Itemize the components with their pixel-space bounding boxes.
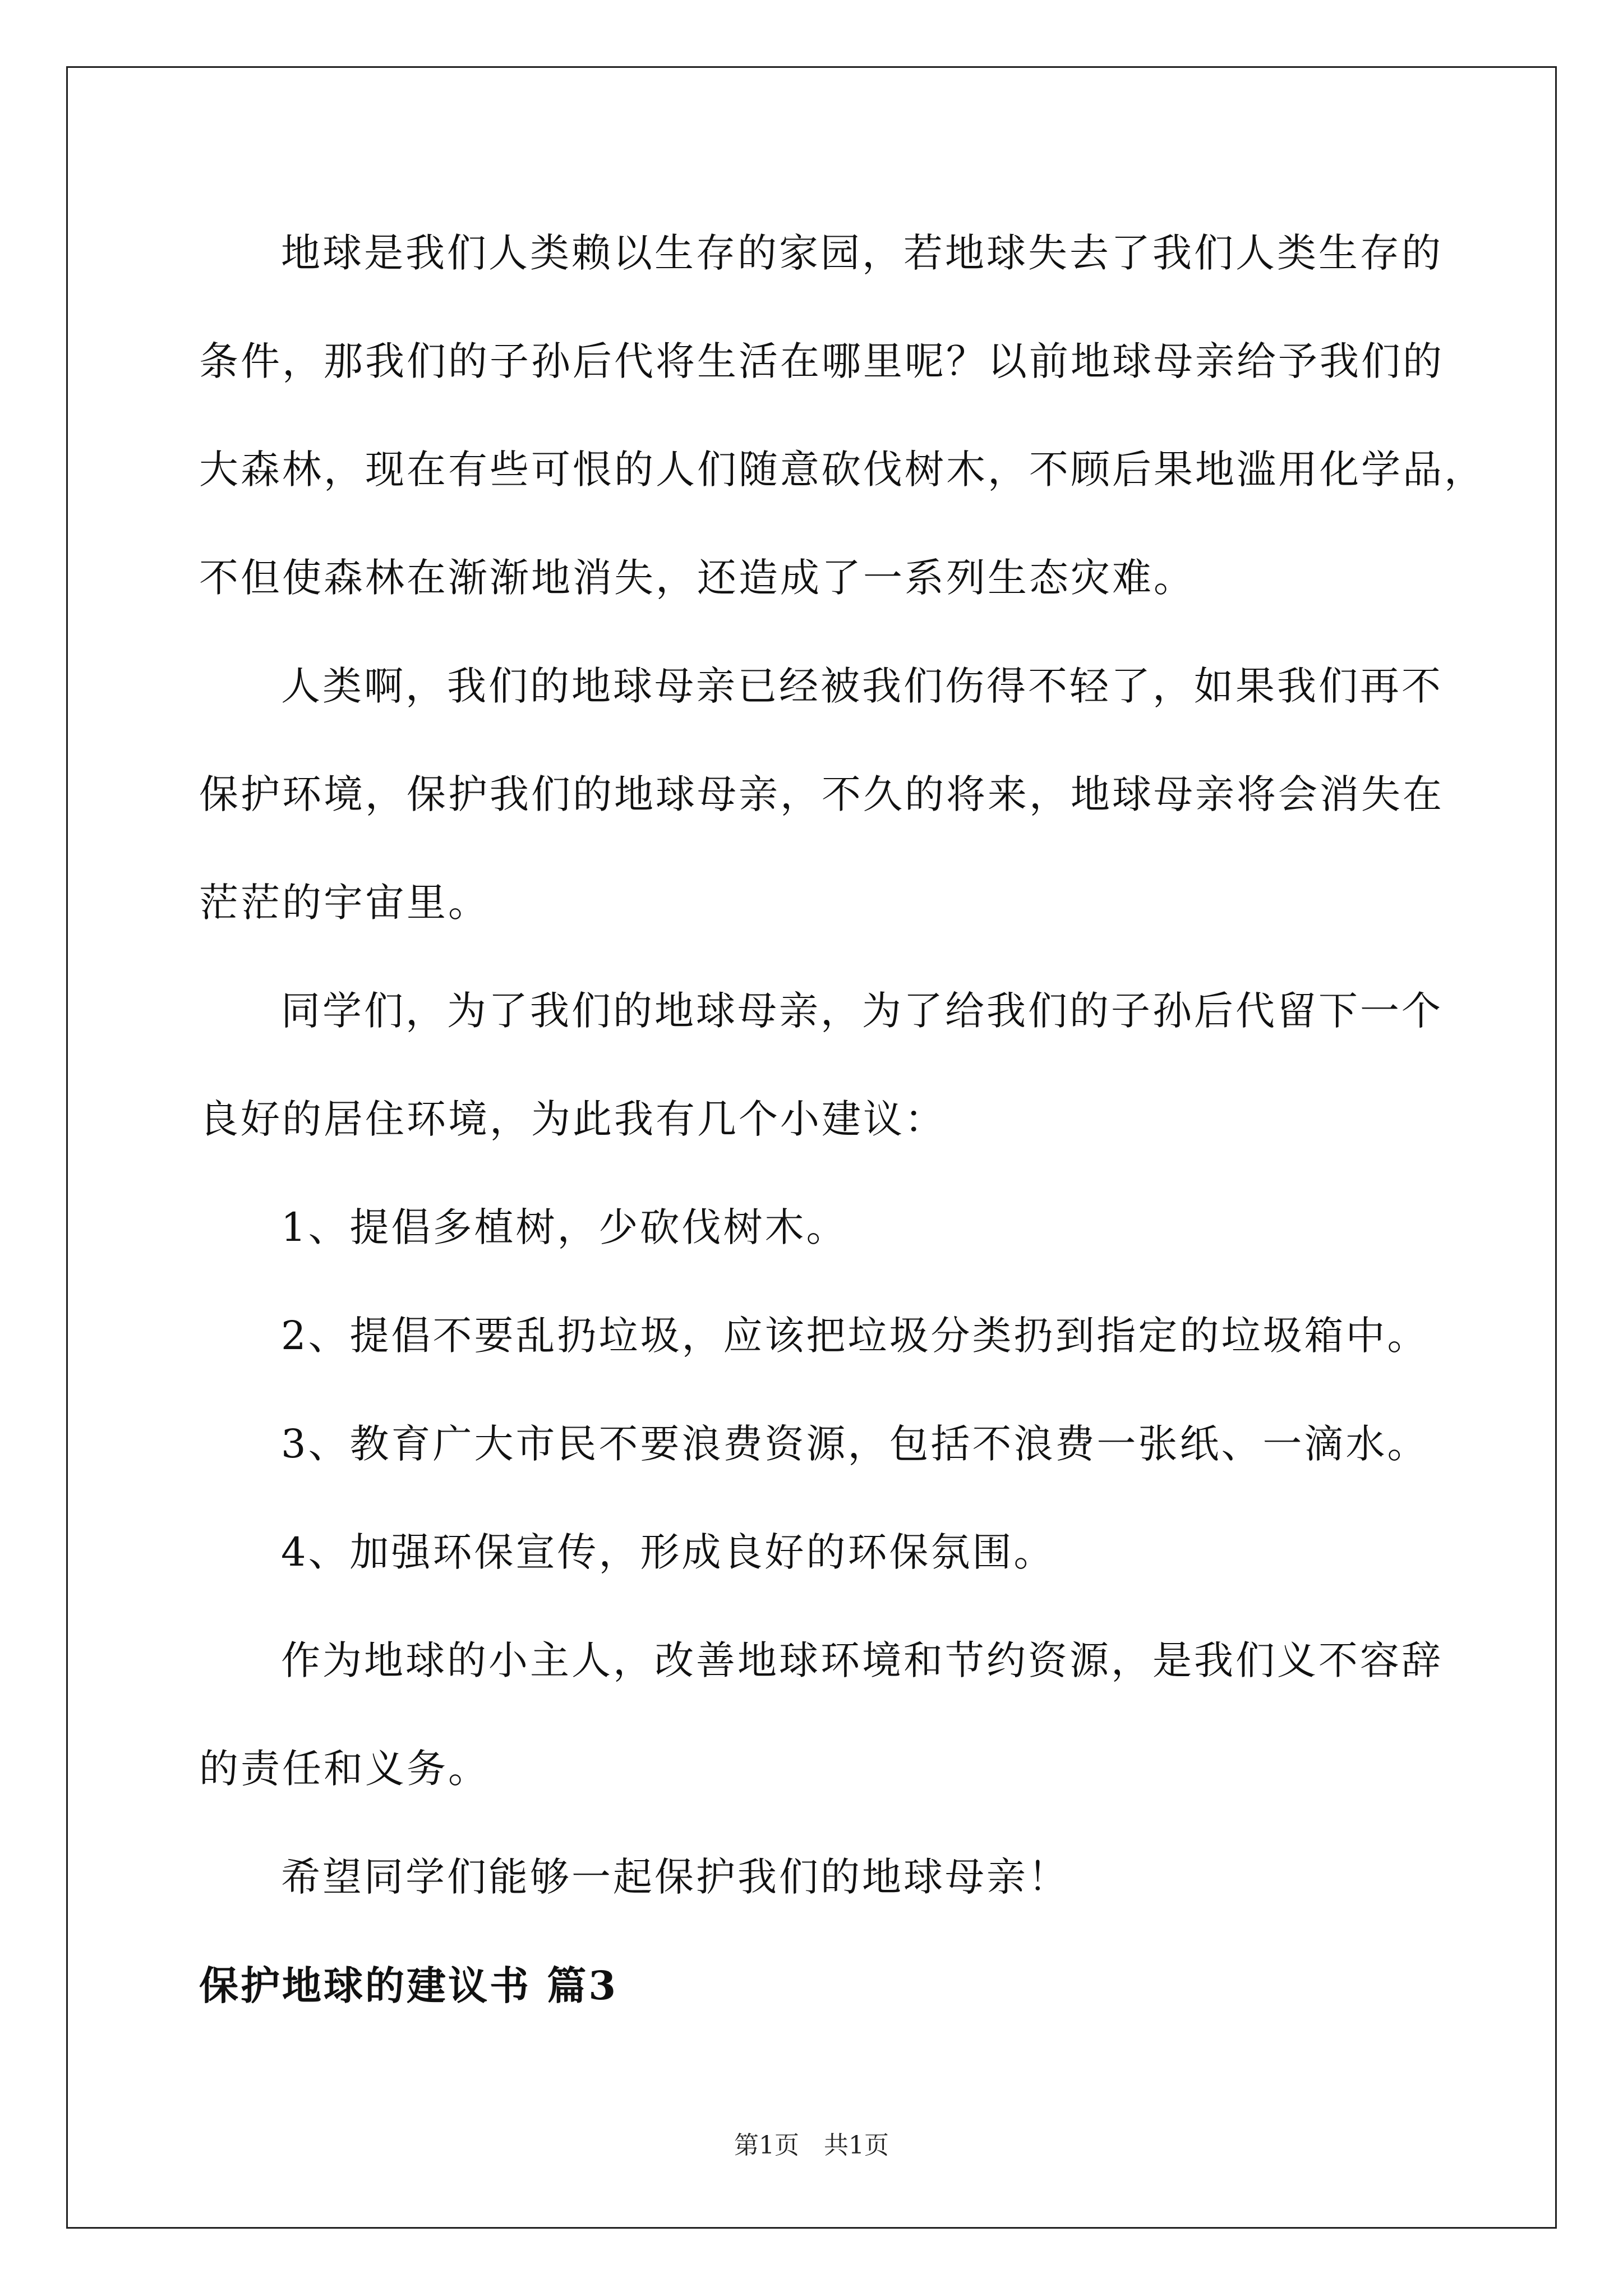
paragraph-classmates <box>199 957 1455 1174</box>
text-line: 同学们，为了我们的地球母亲，为了给我们的子孙后代留下一个 <box>281 988 1443 1034</box>
text-line: 大森林，现在有些可恨的人们随意砍伐树木，不顾后果地滥用化学品， <box>199 447 1486 493</box>
text-line: 条件，那我们的子孙后代将生活在哪里呢？以前地球母亲给予我们的 <box>199 338 1444 384</box>
text-line: 2、提倡不要乱扔垃圾，应该把垃圾分类扔到指定的垃圾箱中。 <box>281 1313 1429 1359</box>
text-line: 良好的居住环境，为此我有几个小建议： <box>199 1096 946 1142</box>
suggestion-item-3 <box>199 1390 1455 1498</box>
suggestion-item-2 <box>199 1282 1455 1390</box>
text-line: 3、教育广大市民不要浪费资源，包括不浪费一张纸、一滴水。 <box>281 1421 1429 1467</box>
suggestion-item-1 <box>199 1174 1455 1282</box>
text-line: 人类啊，我们的地球母亲已经被我们伤得不轻了，如果我们再不 <box>281 663 1443 709</box>
paragraph-responsibility <box>199 1607 1455 1823</box>
text-line: 不但使森林在渐渐地消失，还造成了一系列生态灾难。 <box>199 555 1195 601</box>
text-line: 茫茫的宇宙里。 <box>199 880 490 926</box>
document-body <box>199 199 1486 2040</box>
text-line: 的责任和义务。 <box>199 1746 490 1792</box>
page-footer <box>0 2129 1623 2162</box>
text-line: 地球是我们人类赖以生存的家园，若地球失去了我们人类生存的 <box>281 230 1443 276</box>
text-line: 保护环境，保护我们的地球母亲，不久的将来，地球母亲将会消失在 <box>199 771 1444 817</box>
suggestion-item-4 <box>199 1498 1455 1607</box>
paragraph-earth-home <box>199 199 1486 632</box>
page-total: 共1页 <box>824 2131 889 2160</box>
text-line: 作为地球的小主人，改善地球环境和节约资源，是我们义不容辞 <box>281 1637 1443 1683</box>
text-line: 1、提倡多植树，少砍伐树木。 <box>281 1204 848 1250</box>
page-number: 第1页 <box>734 2131 799 2160</box>
paragraph-closing <box>199 1823 1455 1931</box>
text-line: 4、加强环保宣传，形成良好的环保氛围。 <box>281 1529 1055 1575</box>
text-line: 希望同学们能够一起保护我们的地球母亲！ <box>281 1854 1069 1900</box>
section-heading: 保护地球的建议书 篇3 <box>199 1962 619 2009</box>
paragraph-humanity <box>199 632 1455 957</box>
